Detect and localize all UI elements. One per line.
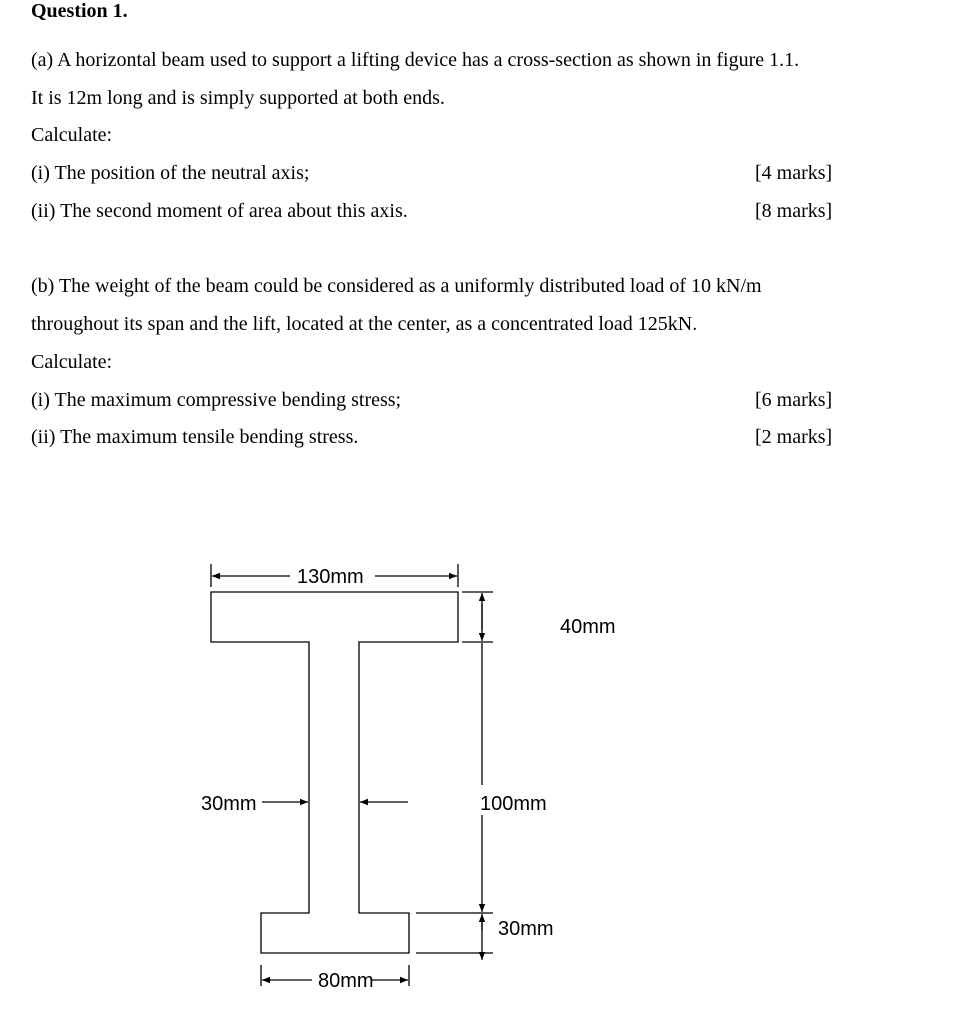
part-b-item-2: (ii) The maximum tensile bending stress.: [31, 426, 359, 448]
dimension-web-thickness: [201, 793, 408, 815]
dimension-web-height: [480, 643, 547, 912]
part-a-item-1-marks: [4 marks]: [755, 162, 833, 184]
question-title: Question 1.: [31, 0, 128, 22]
dimension-bottom-width: [261, 965, 409, 992]
i-beam-outline: [211, 592, 458, 953]
dimension-bottom-flange: [416, 913, 554, 960]
part-a-line-2: It is 12m long and is simply supported at both ends.: [31, 87, 445, 109]
dim-label-30mm-flange: 30mm: [498, 918, 554, 940]
part-a-item-2: (ii) The second moment of area about this axis.: [31, 200, 408, 222]
part-b-line-2: throughout its span and the lift, located at the center, as a concentrated load 125kN.: [31, 313, 698, 335]
dim-label-30mm-web: 30mm: [201, 793, 257, 815]
part-b-item-2-marks: [2 marks]: [755, 426, 833, 448]
dim-label-40mm: 40mm: [560, 616, 616, 638]
part-a-item-1: (i) The position of the neutral axis;: [31, 162, 310, 184]
part-b-item-1-marks: [6 marks]: [755, 389, 833, 411]
dim-label-100mm: 100mm: [480, 793, 547, 815]
dim-label-80mm: 80mm: [318, 970, 374, 992]
part-a-item-2-marks: [8 marks]: [755, 200, 833, 222]
part-a-line-1: (a) A horizontal beam used to support a lifting device has a cross-section as shown in figure 1.1.: [31, 49, 800, 71]
part-b-calculate-label: Calculate:: [31, 351, 113, 373]
part-b-item-1: (i) The maximum compressive bending stress;: [31, 389, 402, 411]
dimension-top-flange: [462, 592, 616, 642]
part-b-line-1: (b) The weight of the beam could be considered as a uniformly distributed load of 10 kN/m: [31, 275, 762, 297]
dim-label-130mm: 130mm: [297, 566, 364, 588]
dimension-top-width: [211, 564, 458, 588]
part-a-calculate-label: Calculate:: [31, 124, 113, 146]
